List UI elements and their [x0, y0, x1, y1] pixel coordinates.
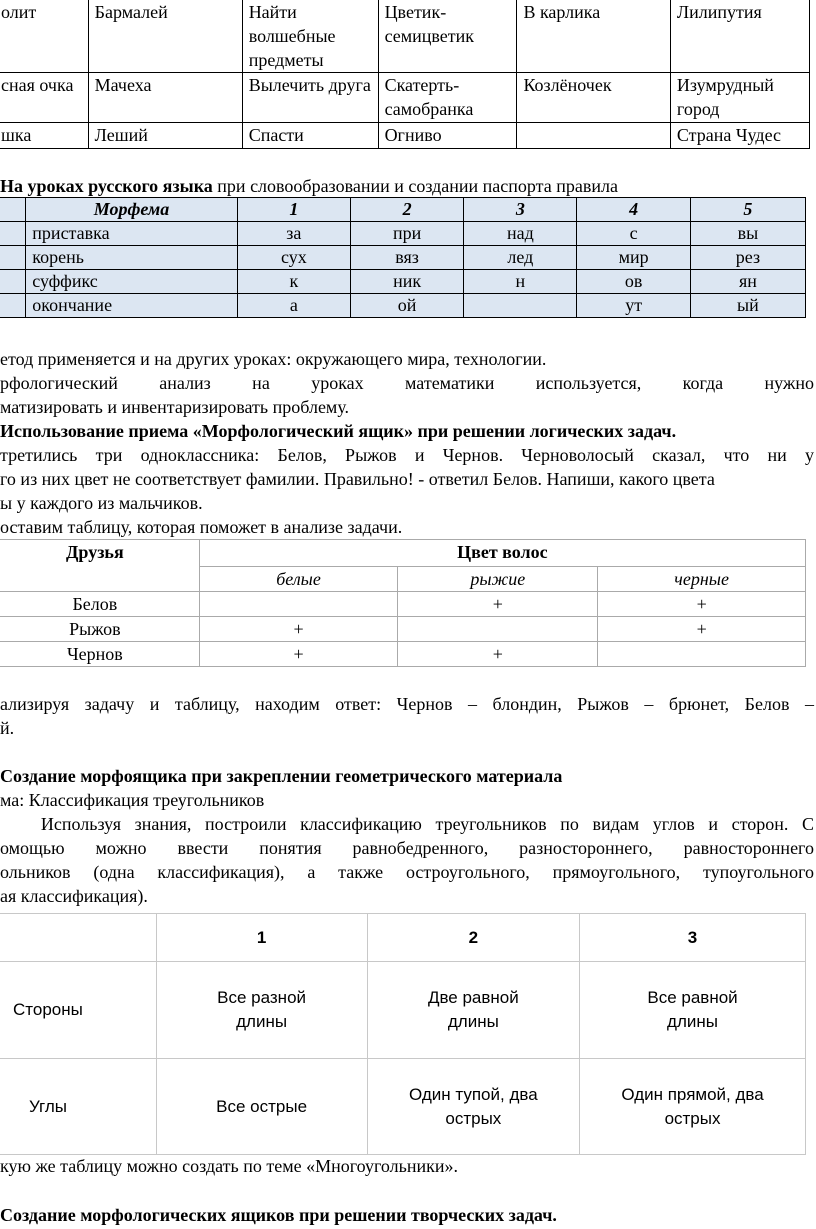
header-cell: 2 — [367, 914, 579, 962]
table-header-row — [0, 914, 806, 962]
friend-name: Белов — [0, 592, 199, 617]
mark-cell: + — [598, 617, 806, 642]
table-cell: с — [577, 222, 690, 246]
table-row — [0, 294, 806, 318]
table-cell: корень — [26, 246, 237, 270]
table-row — [0, 642, 806, 667]
header-cell — [0, 914, 156, 962]
table-cell: В карлика — [517, 0, 670, 73]
table-cell: вы — [690, 222, 805, 246]
mark-cell: + — [398, 642, 598, 667]
table-row — [0, 617, 806, 642]
section-geometry-title — [0, 764, 562, 788]
paragraph-line: го из них цвет не соответствует фамилии. Правильно! - ответил Белов. Напиши, какого цвета — [0, 469, 715, 489]
table-cell: Один тупой, два острых — [367, 1059, 579, 1155]
paragraph-line: ма: Классификация треугольников — [0, 790, 265, 810]
header-color: черные — [598, 567, 806, 592]
table-cell: лед — [464, 246, 577, 270]
table-cell: приставка — [26, 222, 237, 246]
paragraph-line: оставим таблицу, которая поможет в анализе задачи. — [0, 517, 403, 537]
header-cell: 5 — [690, 198, 805, 222]
table-row — [0, 270, 806, 294]
triangle-table — [0, 913, 806, 1155]
heading-rest: при словообразовании и создании паспорта правила — [212, 176, 618, 196]
paragraph-line: рфологический анализ на уроках математики используется, когда нужно — [0, 373, 814, 393]
table-cell: Спасти — [242, 123, 378, 149]
table-cell: к — [237, 270, 350, 294]
table-row — [0, 962, 806, 1059]
table-cell: олит — [0, 0, 88, 73]
table-row — [0, 246, 806, 270]
table-cell: Бармалей — [88, 0, 242, 73]
header-cell: 1 — [156, 914, 367, 962]
table-cell: Все острые — [156, 1059, 367, 1155]
table-cell: а — [237, 294, 350, 318]
table-cell: сная очка — [0, 73, 88, 123]
table-cell: суффикс — [26, 270, 237, 294]
table-cell: ян — [690, 270, 805, 294]
header-cell: 2 — [350, 198, 463, 222]
header-color: рыжие — [398, 567, 598, 592]
paragraph-line: й. — [0, 718, 15, 738]
table-row — [0, 123, 810, 149]
friend-name: Чернов — [0, 642, 199, 667]
paragraph-line: ы у каждого из мальчиков. — [0, 493, 203, 513]
table-cell: Все разной длины — [156, 962, 367, 1059]
friends-table — [0, 539, 806, 667]
row-label: Стороны — [0, 962, 156, 1059]
mark-cell — [199, 592, 398, 617]
table-cell: вяз — [350, 246, 463, 270]
table-cell: за — [237, 222, 350, 246]
table-header-row — [0, 198, 806, 222]
paragraph-line: ализируя задачу и таблицу, находим ответ: Чернов – блондин, Рыжов – брюнет, Белов – — [0, 694, 814, 714]
fairy-tale-table — [0, 0, 810, 149]
section-logic-title — [0, 419, 676, 443]
table-cell: сух — [237, 246, 350, 270]
table-cell — [464, 294, 577, 318]
table-cell — [517, 123, 670, 149]
paragraph-line: матизировать и инвентаризировать проблему. — [0, 397, 350, 417]
header-hair-color: Цвет волос — [199, 540, 805, 567]
heading-bold: Создание морфологических ящиков при решении творческих задач. — [0, 1205, 557, 1225]
morpheme-table — [0, 197, 806, 318]
section-creative-title — [0, 1203, 557, 1227]
table-row — [0, 592, 806, 617]
table-cell — [0, 294, 26, 318]
table-cell: шка — [0, 123, 88, 149]
mark-cell: + — [199, 617, 398, 642]
mark-cell: + — [398, 592, 598, 617]
table-cell: рез — [690, 246, 805, 270]
mark-cell — [398, 617, 598, 642]
table-cell: ов — [577, 270, 690, 294]
table-cell: Цветик-семицветик — [378, 0, 517, 73]
table-cell — [0, 246, 26, 270]
table-cell: ый — [690, 294, 805, 318]
heading-bold: Использование приема «Морфологический ящик» при решении логических задач. — [0, 421, 677, 441]
header-color: белые — [199, 567, 398, 592]
paragraph-line: кую же таблицу можно создать по теме «Многоугольники». — [0, 1156, 458, 1176]
paragraph-line: Используя знания, построили классификацию треугольников по видам углов и сторон. С — [0, 814, 814, 834]
table-cell: Найти волшебные предметы — [242, 0, 378, 73]
table-cell: Огниво — [378, 123, 517, 149]
table-cell: мир — [577, 246, 690, 270]
table-cell: над — [464, 222, 577, 246]
paragraph-line: третились три одноклассника: Белов, Рыжов и Чернов. Черноволосый сказал, что ни у — [0, 445, 814, 465]
header-cell: 1 — [237, 198, 350, 222]
table-cell: Козлёночек — [517, 73, 670, 123]
table-cell: Один прямой, два острых — [580, 1059, 806, 1155]
table-cell: Все равной длины — [580, 962, 806, 1059]
table-row — [0, 73, 810, 123]
paragraph-line: етод применяется и на других уроках: окружающего мира, технологии. — [0, 349, 547, 369]
header-cell: 3 — [580, 914, 806, 962]
mark-cell: + — [199, 642, 398, 667]
table-cell: ой — [350, 294, 463, 318]
paragraph-line: ольников (одна классификация), а также остроугольного, прямоугольного, тупоугольного — [0, 862, 814, 882]
table-cell: Изумрудный город — [670, 73, 809, 123]
table-header-row — [0, 540, 806, 567]
row-label: Углы — [0, 1059, 156, 1155]
table-cell: Вылечить друга — [242, 73, 378, 123]
table-row — [0, 0, 810, 73]
table-cell: Мачеха — [88, 73, 242, 123]
header-cell — [0, 198, 26, 222]
table-cell: н — [464, 270, 577, 294]
mark-cell — [598, 642, 806, 667]
table-cell: Страна Чудес — [670, 123, 809, 149]
table-row — [0, 222, 806, 246]
paragraph-line: ая классификация). — [0, 886, 148, 906]
friend-name: Рыжов — [0, 617, 199, 642]
heading-bold: На уроках русского языка — [0, 176, 213, 196]
table-cell: ник — [350, 270, 463, 294]
heading-bold: Создание морфоящика при закреплении геометрического материала — [0, 766, 563, 786]
paragraph-line: омощью можно ввести понятия равнобедренного, разностороннего, равностороннего — [0, 838, 814, 858]
header-cell: Морфема — [26, 198, 237, 222]
table-cell — [0, 222, 26, 246]
table-cell — [0, 270, 26, 294]
section-russian-heading — [0, 174, 618, 198]
header-cell: 4 — [577, 198, 690, 222]
header-cell: 3 — [464, 198, 577, 222]
header-friends: Друзья — [0, 540, 199, 592]
table-cell: Скатерть-самобранка — [378, 73, 517, 123]
table-cell: Лилипутия — [670, 0, 809, 73]
mark-cell: + — [598, 592, 806, 617]
table-cell: Леший — [88, 123, 242, 149]
table-cell: ут — [577, 294, 690, 318]
table-cell: Две равной длины — [367, 962, 579, 1059]
table-row — [0, 1059, 806, 1155]
table-cell: при — [350, 222, 463, 246]
table-cell: окончание — [26, 294, 237, 318]
